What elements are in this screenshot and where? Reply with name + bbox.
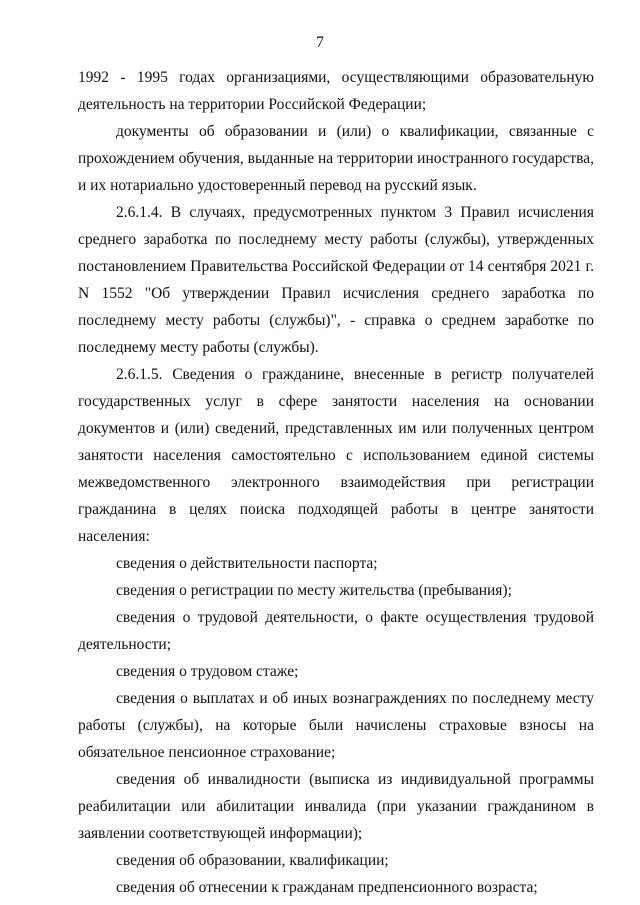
list-item: сведения о регистрации по месту жительства (пребывания); [116, 582, 512, 599]
paragraph-2-6-1-5: 2.6.1.5. Сведения о гражданине, внесенные в регистр получателей государственных услуг в сфере занятости населения на основании документов и (или) сведений, представленных им или полученных центром занятости населения самостоятельно с использованием единой системы межведомственного электронного взаимодействия при регистрации гражданина в целях поиска подходящей работы в центре занятости населения: [78, 366, 594, 545]
list-item: сведения о трудовой деятельности, о факте осуществления трудовой деятельности; [78, 609, 594, 653]
paragraph-foreign-documents: документы об образовании и (или) о квалификации, связанные с прохождением обучения, выданные на территории иностранного государства, и их нотариально удостоверенный перевод на русский язык. [78, 123, 594, 194]
paragraph-2-6-1-4: 2.6.1.4. В случаях, предусмотренных пунктом 3 Правил исчисления среднего заработка по последнему месту работы (службы), утвержденных постановлением Правительства Российской Федерации от 14 сентября 2021 г. N 1552 "Об утверждении Правил исчисления среднего заработка по последнему месту работы (службы)", - справка о среднем заработке по последнему месту работы (службы). [78, 204, 594, 356]
list-item: сведения о выплатах и об иных вознаграждениях по последнему месту работы (службы), на которые были начислены страховые взносы на обязательное пенсионное страхование; [78, 690, 594, 761]
list-item: сведения об отнесении к гражданам предпенсионного возраста; [116, 879, 538, 896]
page-number: 7 [316, 34, 324, 51]
paragraph-continuation: 1992 - 1995 годах организациями, осуществляющими образовательную деятельность на территории Российской Федерации; [78, 69, 594, 113]
list-item: сведения о трудовом стаже; [116, 663, 299, 680]
list-item: сведения об образовании, квалификации; [116, 852, 389, 869]
list-item: сведения об инвалидности (выписка из индивидуальной программы реабилитации или абилитации инвалида (при указании гражданином в заявлении соответствующей информации); [78, 771, 594, 842]
list-item: сведения о действительности паспорта; [116, 555, 378, 572]
document-body [78, 64, 594, 901]
